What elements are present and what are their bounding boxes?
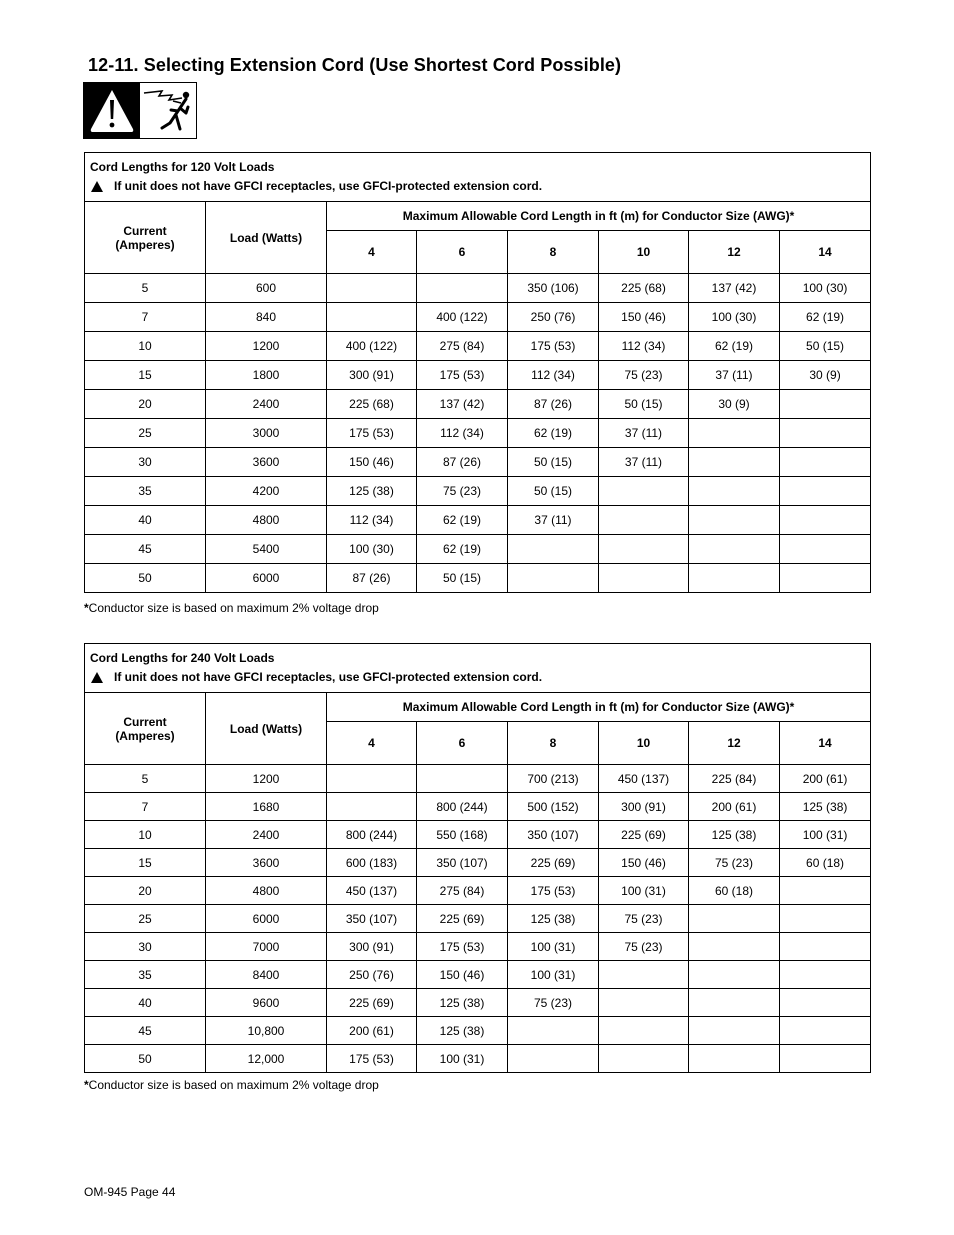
cell-cord-length [599,506,689,535]
cell-current: 45 [85,535,206,564]
column-header-cord-length: Maximum Allowable Cord Length in ft (m) for Conductor Size (AWG)* [327,202,871,231]
table-row [85,448,871,477]
cell-cord-length: 175 (53) [327,419,417,448]
cell-cord-length [780,564,871,593]
cell-cord-length [599,564,689,593]
cell-load: 4800 [206,877,327,905]
cell-cord-length: 500 (152) [508,793,599,821]
cell-current: 5 [85,765,206,793]
cell-cord-length [689,448,780,477]
cell-cord-length [599,961,689,989]
awg-header: 4 [327,722,417,765]
cell-cord-length: 60 (18) [780,849,871,877]
column-header-load: Load (Watts) [206,202,327,274]
cell-cord-length [780,961,871,989]
cell-cord-length: 112 (34) [508,361,599,390]
cell-cord-length [689,419,780,448]
cell-cord-length: 125 (38) [689,821,780,849]
cell-cord-length: 30 (9) [689,390,780,419]
table-row [85,821,871,849]
cell-load: 7000 [206,933,327,961]
cell-load: 6000 [206,564,327,593]
cell-cord-length [327,765,417,793]
cell-cord-length: 100 (31) [780,821,871,849]
cell-cord-length [599,535,689,564]
cell-current: 35 [85,961,206,989]
cell-cord-length: 275 (84) [417,332,508,361]
cell-cord-length: 100 (30) [780,274,871,303]
cell-load: 1800 [206,361,327,390]
cell-cord-length: 60 (18) [689,877,780,905]
cell-cord-length: 225 (68) [599,274,689,303]
table-row [85,877,871,905]
cell-current: 7 [85,303,206,332]
warning-triangle-icon [91,672,103,683]
cell-cord-length [780,448,871,477]
awg-header: 6 [417,722,508,765]
cell-cord-length: 275 (84) [417,877,508,905]
table-body [85,765,871,1073]
cell-cord-length: 800 (244) [327,821,417,849]
cell-cord-length: 75 (23) [599,905,689,933]
cell-cord-length [689,506,780,535]
cell-cord-length: 300 (91) [327,933,417,961]
column-header-cord-length: Maximum Allowable Cord Length in ft (m) for Conductor Size (AWG)* [327,693,871,722]
cell-cord-length: 87 (26) [417,448,508,477]
cell-cord-length: 125 (38) [417,1017,508,1045]
cell-cord-length: 100 (31) [508,933,599,961]
cell-cord-length [689,961,780,989]
page-footer: OM-945 Page 44 [84,1185,176,1199]
cell-cord-length: 600 (183) [327,849,417,877]
cell-cord-length: 175 (53) [508,332,599,361]
cell-cord-length: 175 (53) [508,877,599,905]
cell-cord-length: 112 (34) [599,332,689,361]
page-title: 12-11. Selecting Extension Cord (Use Shortest Cord Possible) [88,55,622,75]
cell-cord-length [780,1045,871,1073]
cell-cord-length: 250 (76) [508,303,599,332]
cell-load: 1200 [206,332,327,361]
cell-cord-length: 30 (9) [780,361,871,390]
cell-cord-length [780,390,871,419]
cell-current: 7 [85,793,206,821]
cell-current: 50 [85,564,206,593]
cell-cord-length: 250 (76) [327,961,417,989]
cell-cord-length: 225 (69) [417,905,508,933]
cell-cord-length: 75 (23) [599,361,689,390]
cell-cord-length: 37 (11) [599,448,689,477]
cell-cord-length [327,274,417,303]
cell-cord-length: 125 (38) [327,477,417,506]
gfci-warning [90,669,865,685]
cell-load: 10,800 [206,1017,327,1045]
cell-cord-length: 50 (15) [417,564,508,593]
cell-current: 15 [85,361,206,390]
table-row [85,905,871,933]
table-body [85,274,871,593]
warning-triangle-icon [84,83,140,138]
cell-cord-length: 87 (26) [327,564,417,593]
cell-cord-length [327,303,417,332]
cell-cord-length [780,506,871,535]
cell-cord-length: 300 (91) [599,793,689,821]
cell-current: 25 [85,905,206,933]
cell-cord-length: 225 (68) [327,390,417,419]
table-row [85,506,871,535]
cell-cord-length [689,933,780,961]
table-row [85,535,871,564]
table-row [85,849,871,877]
cell-cord-length [508,535,599,564]
table-row [85,361,871,390]
cell-cord-length: 37 (11) [599,419,689,448]
awg-header: 12 [689,231,780,274]
cell-cord-length: 175 (53) [417,361,508,390]
cell-cord-length [780,477,871,506]
cell-load: 2400 [206,390,327,419]
cell-cord-length: 50 (15) [508,448,599,477]
cell-cord-length [780,877,871,905]
cell-current: 20 [85,877,206,905]
awg-header: 14 [780,231,871,274]
cell-cord-length: 37 (11) [689,361,780,390]
cell-cord-length: 225 (69) [327,989,417,1017]
cell-load: 840 [206,303,327,332]
cell-cord-length [689,477,780,506]
cell-cord-length: 62 (19) [689,332,780,361]
cell-cord-length: 200 (61) [327,1017,417,1045]
cell-current: 30 [85,448,206,477]
cell-cord-length [780,419,871,448]
cell-load: 5400 [206,535,327,564]
cell-cord-length: 125 (38) [417,989,508,1017]
cell-cord-length [689,564,780,593]
cell-cord-length [599,477,689,506]
cell-current: 5 [85,274,206,303]
cell-load: 12,000 [206,1045,327,1073]
warning-triangle-icon [91,181,103,192]
cell-cord-length: 137 (42) [689,274,780,303]
cell-load: 600 [206,274,327,303]
cell-cord-length: 150 (46) [599,303,689,332]
cell-cord-length: 400 (122) [327,332,417,361]
cell-current: 25 [85,419,206,448]
awg-header: 10 [599,231,689,274]
cell-cord-length: 100 (31) [599,877,689,905]
cell-current: 40 [85,989,206,1017]
cell-cord-length: 150 (46) [417,961,508,989]
column-header-current: Current (Amperes) [85,693,206,765]
table-row [85,274,871,303]
cell-cord-length: 175 (53) [417,933,508,961]
column-header-load: Load (Watts) [206,693,327,765]
table-row [85,1045,871,1073]
cell-load: 8400 [206,961,327,989]
awg-header: 12 [689,722,780,765]
table-row [85,419,871,448]
cell-cord-length [689,1017,780,1045]
cell-cord-length [508,1017,599,1045]
cell-cord-length: 100 (31) [508,961,599,989]
cell-cord-length: 225 (69) [599,821,689,849]
cell-cord-length: 87 (26) [508,390,599,419]
cell-cord-length: 62 (19) [417,506,508,535]
table-row [85,1017,871,1045]
cell-cord-length: 50 (15) [508,477,599,506]
cell-cord-length: 550 (168) [417,821,508,849]
table-caption [85,153,871,202]
table-title: Cord Lengths for 240 Volt Loads [90,651,275,665]
cell-cord-length: 200 (61) [689,793,780,821]
table-row [85,793,871,821]
cell-cord-length [689,905,780,933]
cell-cord-length: 300 (91) [327,361,417,390]
cell-cord-length: 450 (137) [599,765,689,793]
cord-length-table-240v [84,643,871,1073]
cell-cord-length: 200 (61) [780,765,871,793]
cell-cord-length [780,933,871,961]
awg-header: 8 [508,722,599,765]
cell-current: 20 [85,390,206,419]
cell-cord-length [689,535,780,564]
awg-header: 8 [508,231,599,274]
table-caption [85,644,871,693]
table-row [85,477,871,506]
electric-shock-icon [140,83,196,138]
cell-cord-length: 100 (31) [417,1045,508,1073]
cell-cord-length: 150 (46) [599,849,689,877]
cell-cord-length [689,989,780,1017]
cell-current: 35 [85,477,206,506]
cell-current: 45 [85,1017,206,1045]
gfci-warning [90,178,865,194]
cell-cord-length [599,1045,689,1073]
cell-cord-length [508,564,599,593]
cell-load: 3600 [206,448,327,477]
table-row [85,765,871,793]
cell-cord-length: 225 (69) [508,849,599,877]
cell-cord-length: 350 (107) [508,821,599,849]
cell-cord-length: 75 (23) [508,989,599,1017]
cell-current: 30 [85,933,206,961]
column-header-current: Current (Amperes) [85,202,206,274]
cell-cord-length: 125 (38) [780,793,871,821]
cell-cord-length [780,989,871,1017]
cell-cord-length [599,989,689,1017]
footnote: *Conductor size is based on maximum 2% voltage drop [84,1078,379,1092]
table-row [85,303,871,332]
cell-cord-length [780,905,871,933]
cell-cord-length: 50 (15) [780,332,871,361]
awg-header: 6 [417,231,508,274]
cell-cord-length: 62 (19) [780,303,871,332]
cell-load: 1200 [206,765,327,793]
cell-cord-length: 700 (213) [508,765,599,793]
cell-current: 10 [85,332,206,361]
awg-header: 4 [327,231,417,274]
cell-load: 4200 [206,477,327,506]
cell-current: 10 [85,821,206,849]
cell-load: 4800 [206,506,327,535]
cell-cord-length [599,1017,689,1045]
cell-load: 2400 [206,821,327,849]
table-row [85,390,871,419]
cell-cord-length: 350 (106) [508,274,599,303]
cell-cord-length: 150 (46) [327,448,417,477]
cord-length-table-120v [84,152,871,593]
safety-symbols [83,82,197,139]
cell-cord-length: 112 (34) [327,506,417,535]
table-row [85,933,871,961]
table-row [85,332,871,361]
cell-load: 1680 [206,793,327,821]
cell-cord-length: 350 (107) [417,849,508,877]
cell-cord-length: 450 (137) [327,877,417,905]
cell-cord-length: 350 (107) [327,905,417,933]
cell-cord-length: 50 (15) [599,390,689,419]
table-row [85,961,871,989]
table-title: Cord Lengths for 120 Volt Loads [90,160,275,174]
cell-cord-length: 37 (11) [508,506,599,535]
cell-cord-length: 75 (23) [417,477,508,506]
awg-header: 14 [780,722,871,765]
cell-current: 40 [85,506,206,535]
cell-current: 50 [85,1045,206,1073]
cell-cord-length: 225 (84) [689,765,780,793]
cell-load: 9600 [206,989,327,1017]
cell-cord-length [780,535,871,564]
gfci-warning-text: If unit does not have GFCI receptacles, use GFCI-protected extension cord. [114,179,543,193]
cell-cord-length [689,1045,780,1073]
cell-load: 6000 [206,905,327,933]
cell-cord-length: 175 (53) [327,1045,417,1073]
cell-cord-length: 62 (19) [508,419,599,448]
table-row [85,564,871,593]
awg-header: 10 [599,722,689,765]
cell-cord-length [780,1017,871,1045]
cell-load: 3600 [206,849,327,877]
cell-cord-length: 400 (122) [417,303,508,332]
cell-cord-length [417,274,508,303]
cell-cord-length: 100 (30) [689,303,780,332]
cell-cord-length [327,793,417,821]
cell-current: 15 [85,849,206,877]
cell-load: 3000 [206,419,327,448]
cell-cord-length [508,1045,599,1073]
cell-cord-length [417,765,508,793]
cell-cord-length: 75 (23) [599,933,689,961]
cell-cord-length: 125 (38) [508,905,599,933]
table-row [85,989,871,1017]
cell-cord-length: 75 (23) [689,849,780,877]
footnote: *Conductor size is based on maximum 2% voltage drop [84,601,379,615]
cell-cord-length: 112 (34) [417,419,508,448]
cell-cord-length: 100 (30) [327,535,417,564]
cell-cord-length: 800 (244) [417,793,508,821]
cell-cord-length: 62 (19) [417,535,508,564]
cell-cord-length: 137 (42) [417,390,508,419]
gfci-warning-text: If unit does not have GFCI receptacles, use GFCI-protected extension cord. [114,670,543,684]
